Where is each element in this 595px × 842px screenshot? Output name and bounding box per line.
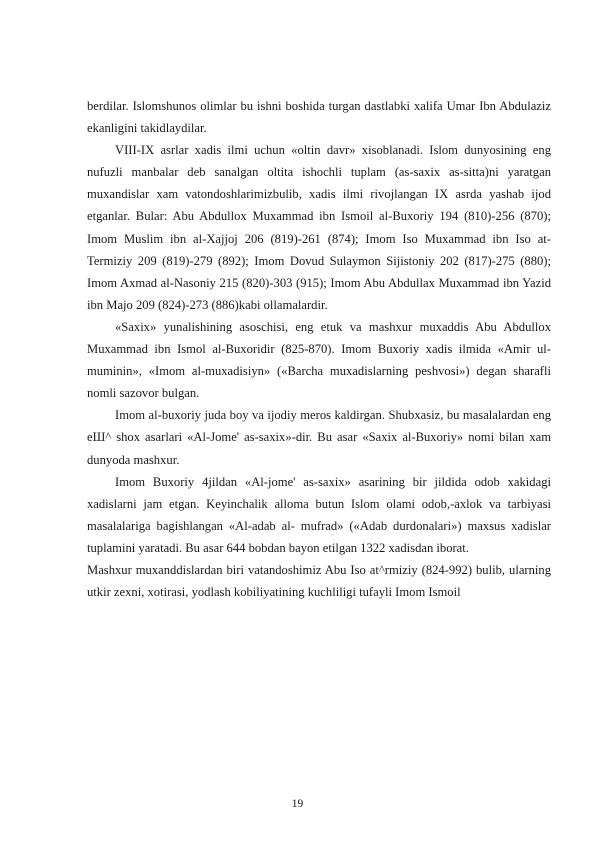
paragraph-golden-age: VIII-IX asrlar xadis ilmi uchun «oltin davr» xisoblanadi. Islom dunyosining eng nufuzli manbalar deb sanalgan oltita ishochli tuplam (as-saxix as-sitta)ni yaratgan muxandislar xam vatondoshlarimizbulib, xadis ilmi rivojlangan IX asrda yashab ijod etganlar. Bular: Abu Abdullox Muxammad ibn Ismoil al-Buxoriy 194 (810)-256 (870); Imom Muslim ibn al-Xajjoj 206 (819)-261 (874); Imom Iso Muxammad ibn Iso at-Termiziy 209 (819)-279 (892); Imom Dovud Sulaymon Sijistoniy 202 (817)-275 (880); Imom Axmad al-Nasoniy 215 (820)-303 (915); Imom Abu Abdullax Muxammad ibn Yazid ibn Majo 209 (824)-273 (886)kabi ollamalardir. [87, 143, 551, 312]
paragraph-termiziy: Mashxur muxanddislardan biri vatandoshimiz Abu Iso at^rmiziy (824-992) bulib, ularning utkir zexni, xotirasi, yodlash kobiliyatining kuchliligi tufayli Imom Ismoil [87, 562, 551, 600]
paragraph-saxix-founder: «Saxix» yunalishining asoschisi, eng etuk va mashxur muxaddis Abu Abdullox Muxammad ibn Ismol al-Buxoridir (825-870). Imom Buxoriy xadis ilmida «Amir ul-muminin», «Imom al-muxadisiyn» («Barcha muxadislarning peshvosi») degan sharafli nomli sazovor bulgan. [87, 319, 551, 401]
paragraph-al-adab: Imom Buxoriy 4jildan «Al-jome' as-saxix» asarining bir jildida odob xakidagi xadislarni jam etgan. Keyinchalik alloma butun Islom olami odob,-axlok va tarbiyasi masalalariga bagishlangan «Al-adab al- mufrad» («Adab durdonalari») maxsus xadislar tuplamini yaratadi. Bu asar 644 bobdan bayon etilgan 1322 xadisdan iborat. [87, 474, 551, 555]
body-text [87, 95, 551, 603]
page-number: 19 [291, 798, 304, 810]
paragraph-bukhari-legacy: Imom al-buxoriy juda boy va ijodiy meros kaldirgan. Shubxasiz, bu masalalardan eng eШ^ shox asarlari «Al-Jome' as-saxix»-dir. Bu asar «Saxix al-Buxoriy» nomi bilan xam dunyoda mashxur. [87, 408, 551, 467]
paragraph-continuation: berdilar. Islomshunos olimlar bu ishni boshida turgan dastlabki xalifa Umar Ibn Abdulaziz ekanligini takidlaydilar. [87, 99, 551, 136]
